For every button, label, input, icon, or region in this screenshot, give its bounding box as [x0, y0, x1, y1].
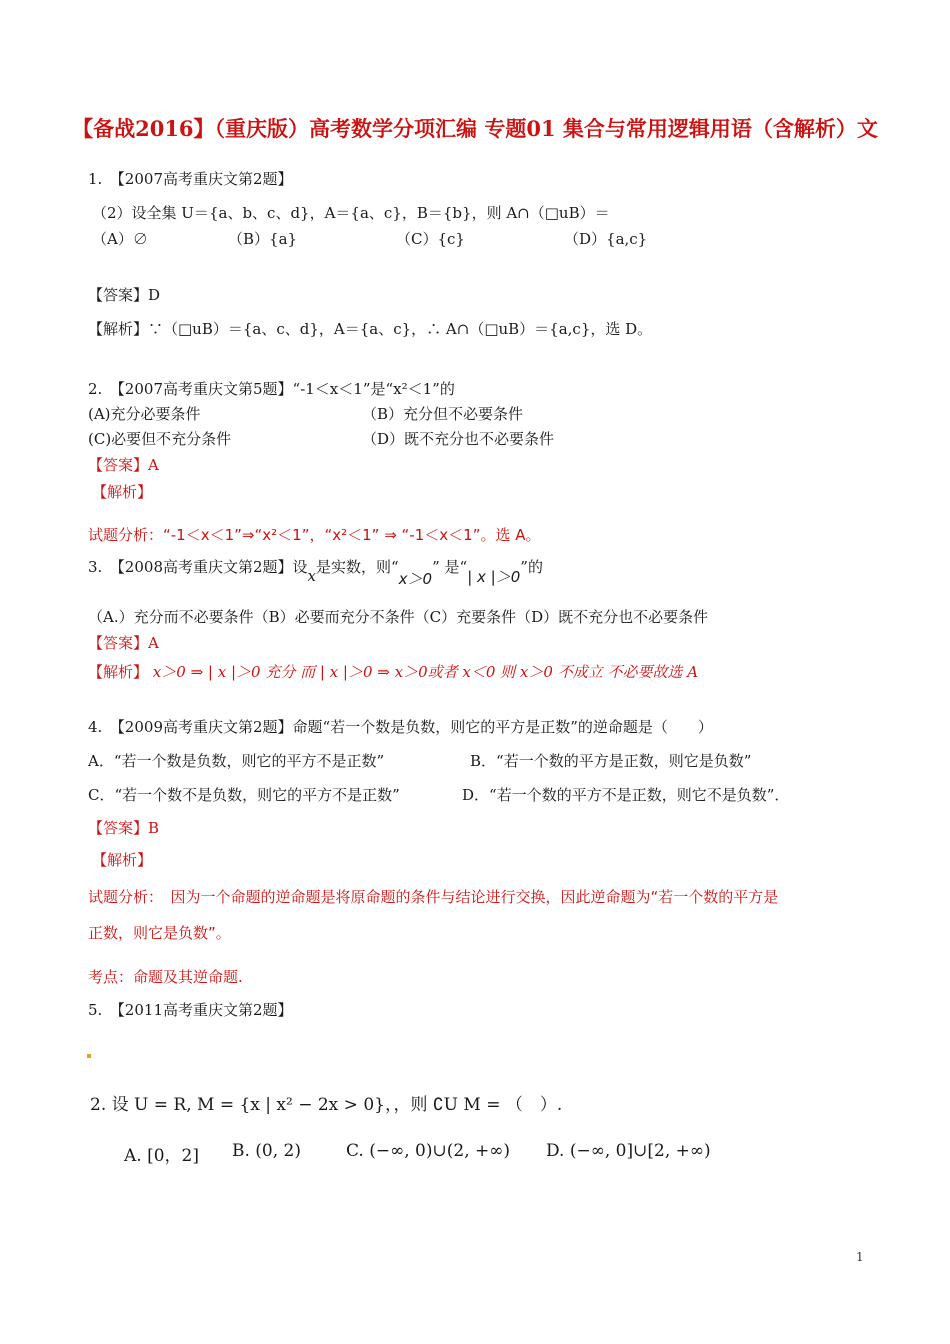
- q4-analysis-line2: 正数，则它是负数”。: [88, 924, 231, 942]
- q3-options: （A.）充分而不必要条件（B）必要而充分不条件（C）充要条件（D）既不充分也不必要条件: [88, 608, 709, 626]
- q4-analysis-label: 【解析】: [92, 851, 153, 869]
- page-title: 【备战2016】（重庆版）高考数学分项汇编 专题01 集合与常用逻辑用语（含解析）文: [72, 116, 878, 141]
- q3-header-pre: 3. 【2008高考重庆文第2题】设: [88, 558, 308, 576]
- q3-answer: 【答案】A: [88, 634, 159, 652]
- q3-cond1: x＞0: [398, 570, 433, 588]
- q4-option-a: A．“若一个数是负数，则它的平方不是正数”: [88, 752, 385, 770]
- q3-analysis-row: [88, 661, 698, 683]
- q2-analysis: 试题分析：“-1＜x＜1”⇒“x²＜1”，“x²＜1” ⇒ “-1＜x＜1”。选 A。: [88, 526, 541, 544]
- q2-answer: 【答案】A: [88, 456, 159, 474]
- q4-option-c: C．“若一个数不是负数，则它的平方不是正数”: [88, 786, 400, 804]
- q2-option-b: （B）充分但不必要条件: [362, 405, 524, 423]
- q1-header: 1. 【2007高考重庆文第2题】: [88, 170, 293, 188]
- q5-header: 5. 【2011高考重庆文第2题】: [88, 1001, 293, 1019]
- q5-option-b: B. (0, 2): [232, 1141, 302, 1161]
- q3-cond2: | x |＞0: [467, 568, 521, 586]
- q3-var: x: [307, 567, 316, 585]
- stray-mark: [87, 1054, 91, 1058]
- page-number: 1: [856, 1250, 864, 1264]
- q1-option-d: （D）{a,c}: [564, 230, 648, 248]
- q4-answer: 【答案】B: [88, 819, 160, 837]
- q5-option-c: C. (−∞, 0)∪(2, +∞): [346, 1141, 511, 1161]
- q4-analysis-line1: 试题分析： 因为一个命题的逆命题是将原命题的条件与结论进行交换，因此逆命题为“若一个数的平方是: [88, 888, 779, 906]
- q1-option-a: （A）∅: [92, 230, 148, 248]
- q4-option-b: B．“若一个数的平方是正数，则它是负数”: [470, 752, 752, 770]
- q3-analysis: x＞0 ⇒ | x |＞0 充分 而 | x |＞0 ⇒ x＞0或者 x＜0 则 x＞0 不成立 不必要故选 A: [152, 663, 699, 681]
- q2-analysis-label: 【解析】: [92, 483, 153, 501]
- q5-stem: 2. 设 U = R, M = {x | x² − 2x > 0}，，则 ∁U M = （ ）.: [90, 1095, 563, 1115]
- q3-header-mid2: ” 是“: [432, 558, 468, 576]
- q3-header-end: ”的: [520, 558, 543, 576]
- q2-header: 2. 【2007高考重庆文第5题】“-1＜x＜1”是“x²＜1”的: [88, 380, 455, 398]
- q1-option-b: （B）{a}: [228, 230, 298, 248]
- q2-option-a: (A)充分必要条件: [88, 405, 201, 423]
- q3-header: [88, 556, 543, 588]
- q1-option-c: （C）{c}: [396, 230, 465, 248]
- q5-option-a: A. [0，2]: [124, 1146, 199, 1166]
- q2-option-c: (C)必要但不充分条件: [88, 430, 232, 448]
- q1-stem: （2）设全集 U＝{a、b、c、d}，A＝{a、c}，B＝{b}，则 A∩（□uB）＝: [92, 204, 610, 222]
- q3-header-mid: 是实数，则“: [316, 558, 399, 576]
- q4-option-d: D．“若一个数的平方不是正数，则它不是负数”．: [462, 786, 790, 804]
- q4-point: 考点：命题及其逆命题.: [88, 968, 243, 986]
- q2-option-d: （D）既不充分也不必要条件: [362, 430, 555, 448]
- q4-header: 4. 【2009高考重庆文第2题】命题“若一个数是负数，则它的平方是正数”的逆命题是（ ）: [88, 718, 713, 736]
- q1-answer: 【答案】D: [88, 286, 161, 304]
- q1-analysis: 【解析】∵（□uB）＝{a、c、d}，A＝{a、c}，∴ A∩（□uB）＝{a,c}，选 D。: [88, 320, 653, 338]
- q3-analysis-label: 【解析】: [88, 663, 149, 681]
- q5-option-d: D. (−∞, 0]∪[2, +∞): [546, 1141, 711, 1161]
